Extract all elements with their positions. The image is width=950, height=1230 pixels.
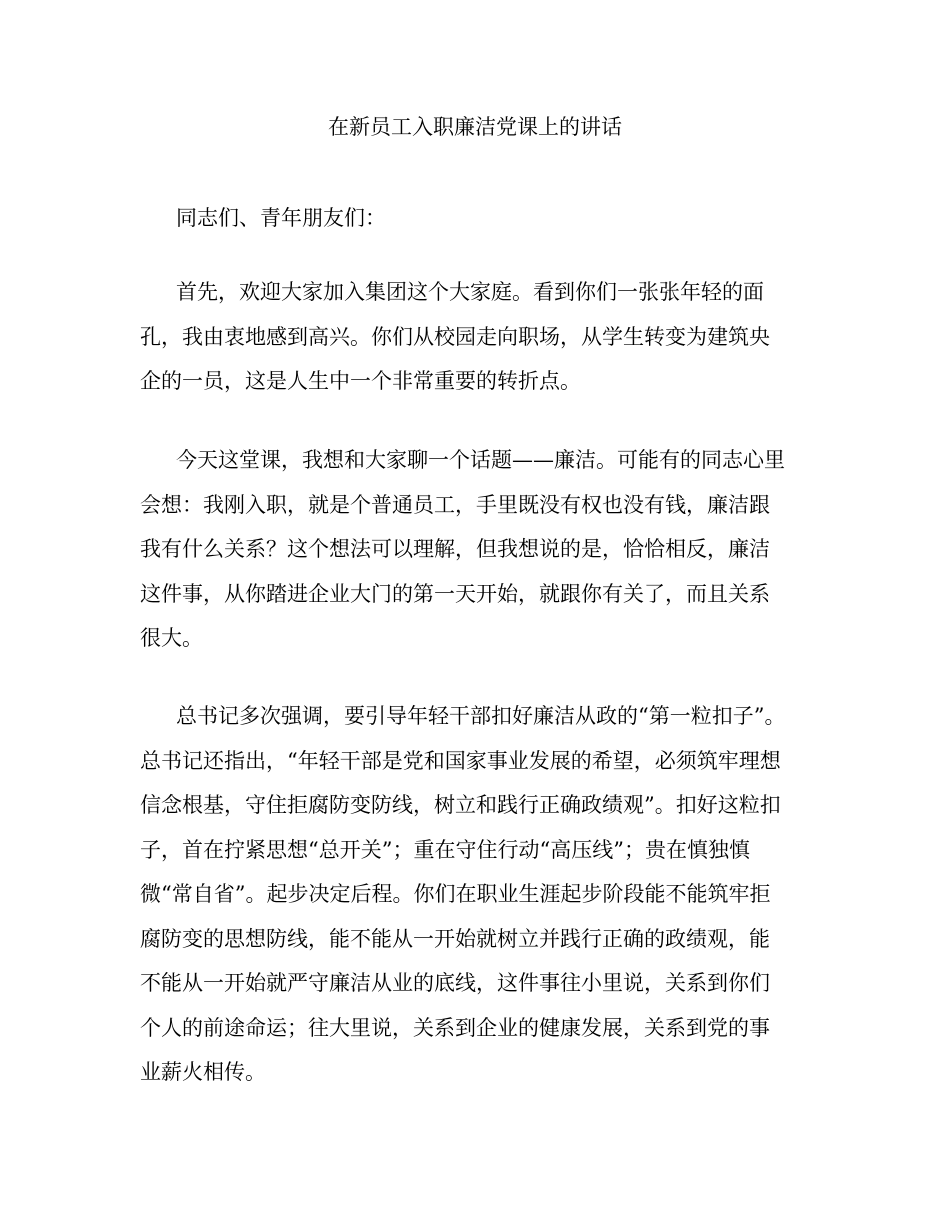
paragraph-2 [140,438,810,661]
paragraph-line: 这件事，从你踏进企业大门的第一天开始，就跟你有关了，而且关系 [140,581,770,606]
paragraph-line: 腐防变的思想防线，能不能从一开始就树立并践行正确的政绩观，能 [140,926,770,951]
paragraph-line: 不能从一开始就严守廉洁从业的底线，这件事往小里说，关系到你们 [140,971,770,995]
document-title: 在新员工入职廉洁党课上的讲话 [328,115,622,139]
paragraph-line: 很大。 [140,626,203,650]
paragraph-line: 会想：我刚入职，就是个普通员工，手里既没有权也没有钱，廉洁跟 [140,492,770,517]
paragraph-line: 微“常自省”。起步决定后程。你们在职业生涯起步阶段能不能筑牢拒 [140,882,771,906]
paragraph-line: 我有什么关系？这个想法可以理解，但我想说的是，恰恰相反，廉洁 [140,537,770,561]
paragraph-line: 总书记还指出，“年轻干部是党和国家事业发展的希望，必须筑牢理想 [140,748,781,773]
paragraph-line: 信念根基，守住拒腐防变防线，树立和践行正确政绩观”。扣好这粒扣 [140,793,781,817]
paragraph-line: 今天这堂课，我想和大家聊一个话题——廉洁。可能有的同志心里 [176,448,785,472]
paragraph-line: 首先，欢迎大家加入集团这个大家庭。看到你们一张张年轻的面 [176,280,764,304]
paragraph-1 [140,270,810,404]
paragraph-3 [140,694,810,1095]
greeting: 同志们、青年朋友们： [176,206,386,230]
paragraph-line: 企的一员，这是人生中一个非常重要的转折点。 [140,369,581,393]
paragraph-line: 子，首在拧紧思想“总开关”；重在守住行动“高压线”；贵在慎独慎 [140,837,750,862]
paragraph-line: 业薪火相传。 [140,1060,266,1084]
paragraph-line: 个人的前途命运；往大里说，关系到企业的健康发展，关系到党的事 [140,1015,770,1040]
paragraph-line: 总书记多次强调，要引导年轻干部扣好廉洁从政的“第一粒扣子”。 [176,704,786,728]
paragraph-line: 孔，我由衷地感到高兴。你们从校园走向职场，从学生转变为建筑央 [140,324,770,349]
